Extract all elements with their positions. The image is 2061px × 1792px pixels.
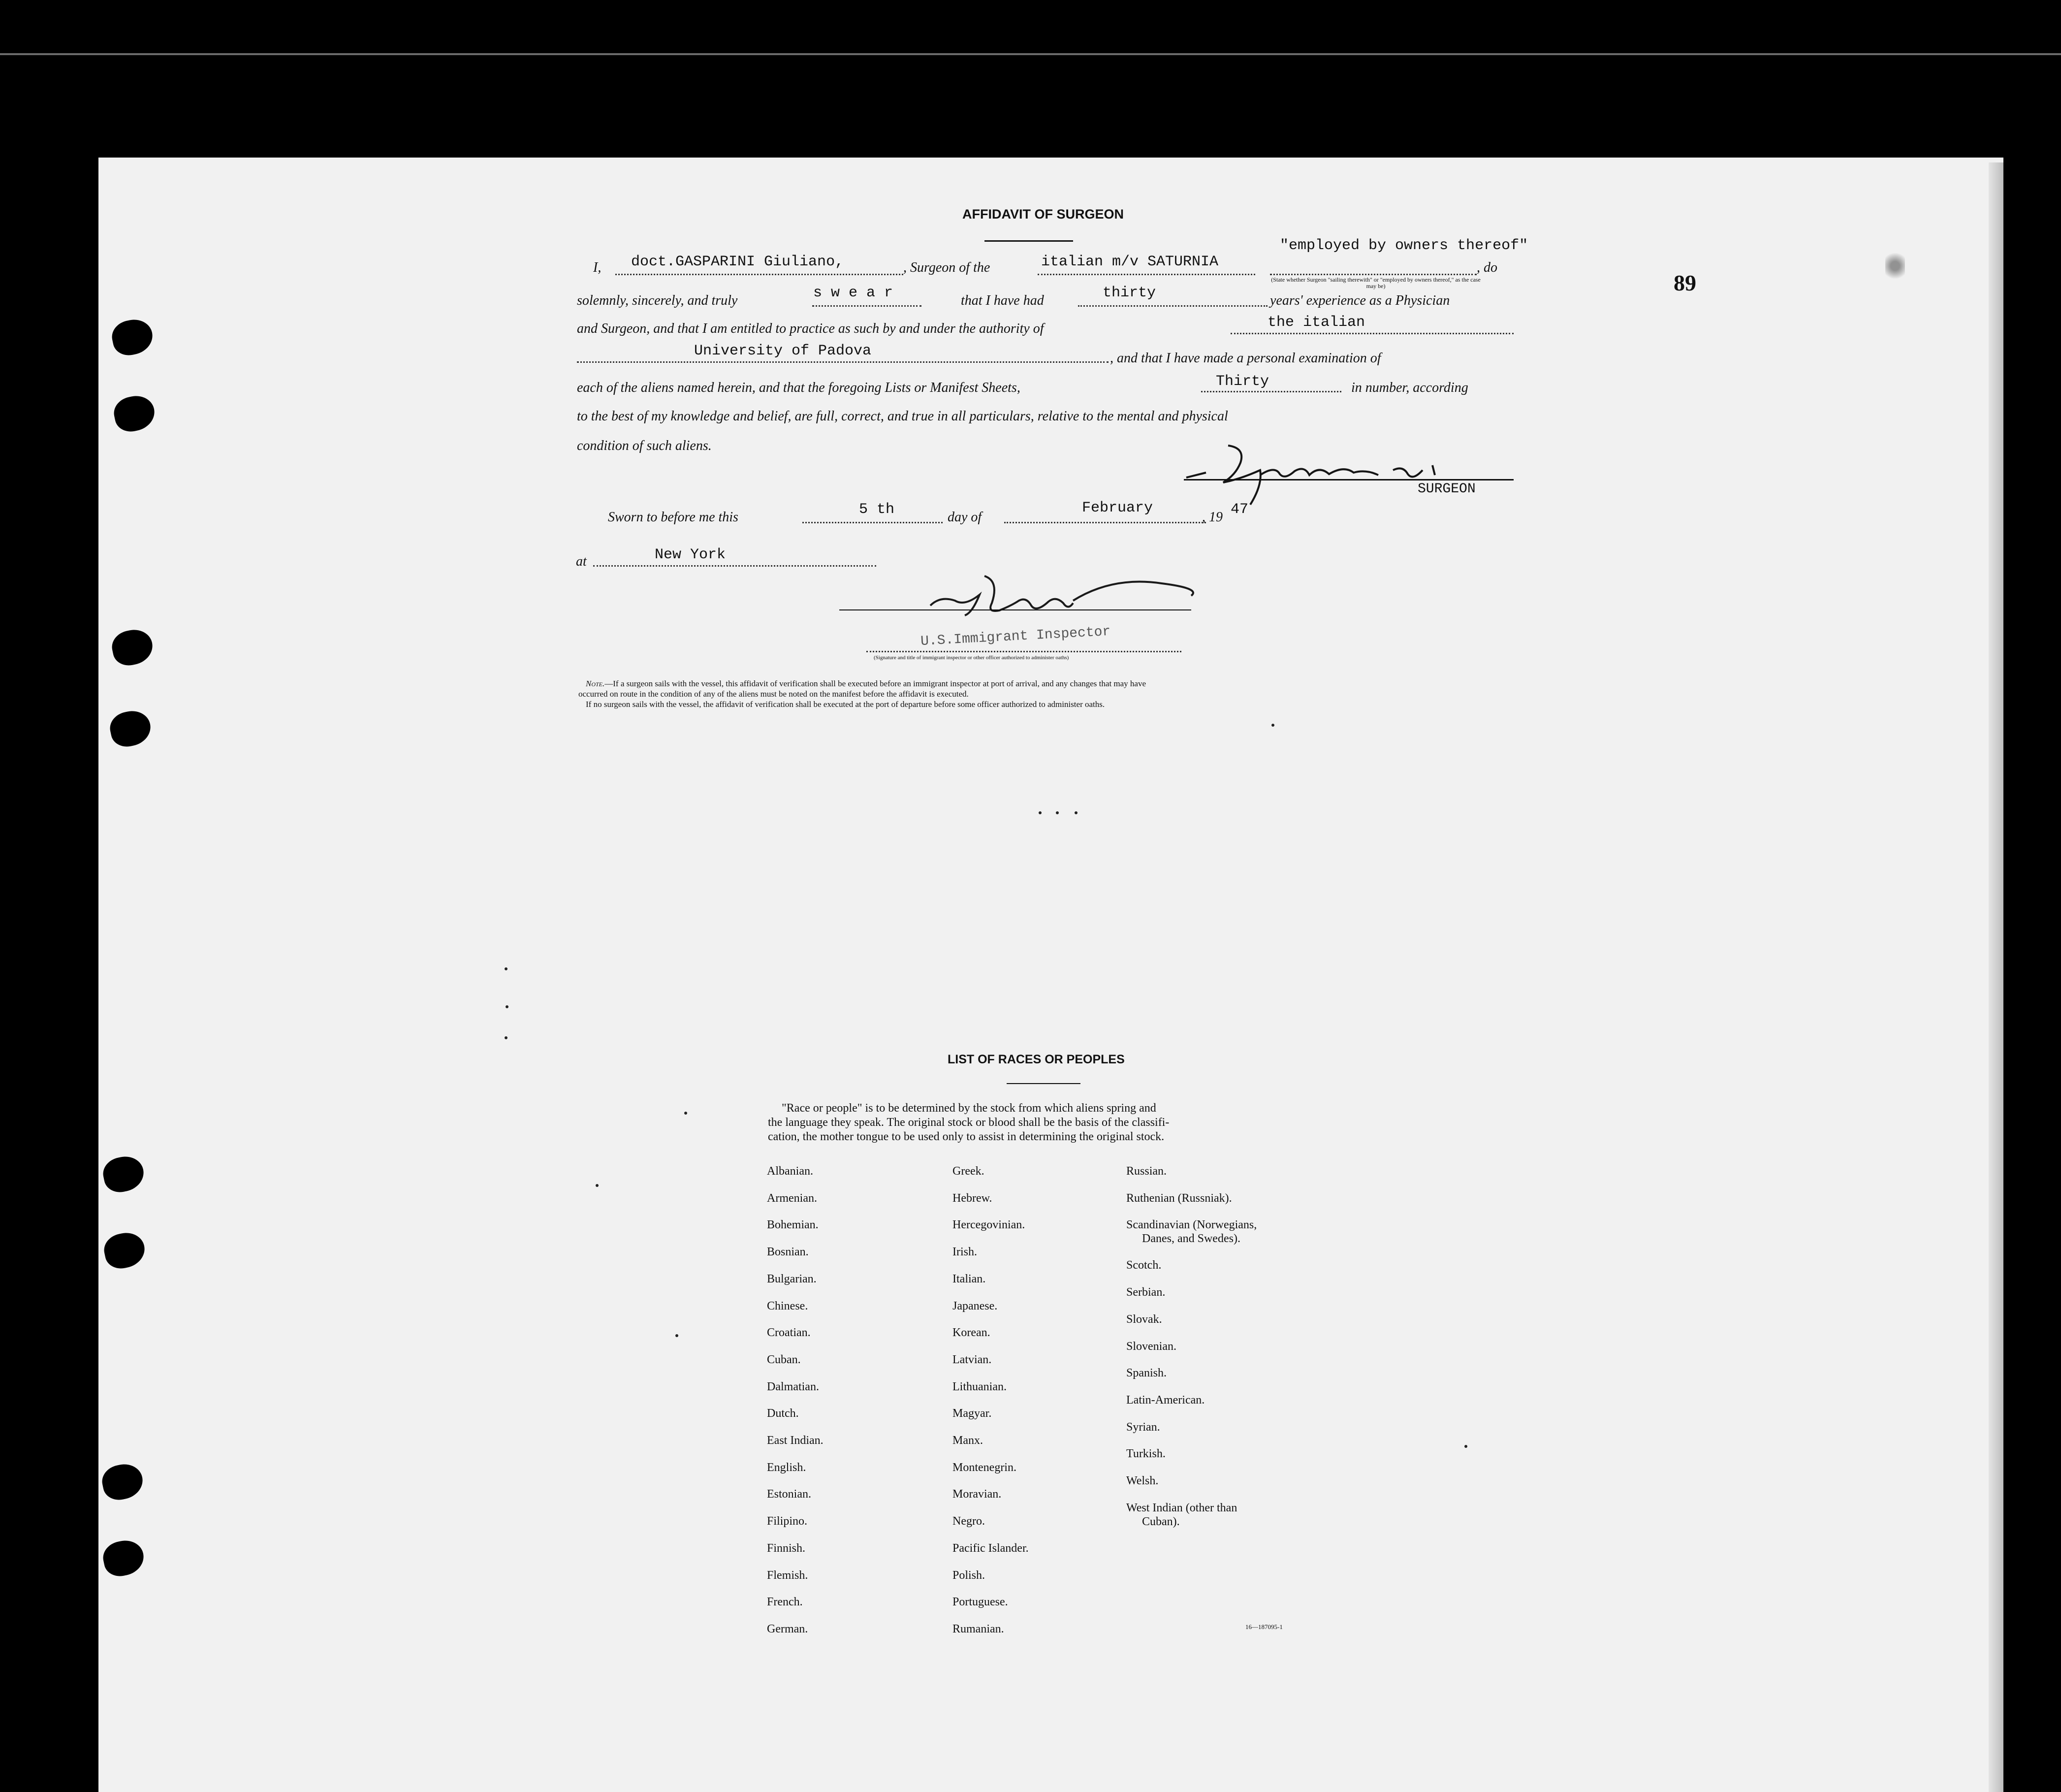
intro-line: "Race or people" is to be determined by the stock from which aliens spring and	[782, 1102, 1156, 1115]
inspector-signature	[925, 566, 1206, 620]
race-item: Croatian.	[767, 1326, 811, 1340]
line4-text: , and that I have made a personal examination of	[1110, 351, 1381, 366]
race-item: Moravian.	[952, 1488, 1002, 1501]
year-prefix: , 19	[1202, 510, 1223, 525]
oath-value: s w e a r	[813, 285, 893, 301]
sheet-count: Thirty	[1216, 373, 1269, 390]
authority-value: the italian	[1268, 314, 1365, 331]
status-line	[1270, 274, 1477, 275]
line2-text-before: solemnly, sincerely, and truly	[577, 293, 738, 308]
race-item: Korean.	[952, 1326, 990, 1340]
surgeon-label: SURGEON	[1418, 481, 1476, 497]
paper-speck	[505, 967, 507, 970]
paper-speck	[1464, 1445, 1467, 1448]
surgeon-status: "employed by owners thereof"	[1280, 237, 1528, 254]
page-edge	[1989, 162, 2003, 1792]
surgeon-of-text: , Surgeon of the	[903, 260, 990, 275]
race-item: Albanian.	[767, 1165, 813, 1178]
form-number: 16—187095-1	[1245, 1623, 1283, 1631]
race-item: Russian.	[1126, 1165, 1167, 1178]
signature-caption: (Signature and title of immigrant inspector or other officer authorized to administer oaths)	[874, 655, 1069, 661]
races-column-1	[767, 1158, 824, 1643]
race-item: Magyar.	[952, 1407, 992, 1420]
page-number: 89	[1674, 270, 1696, 295]
race-item: Slovenian.	[1126, 1340, 1176, 1353]
inspector-signature-line	[839, 609, 1191, 610]
race-item: French.	[767, 1596, 803, 1609]
title-underline	[984, 240, 1073, 242]
race-item: Serbian.	[1126, 1286, 1166, 1299]
race-item: Estonian.	[767, 1488, 811, 1501]
sworn-day: 5 th	[859, 501, 895, 518]
race-item: Polish.	[952, 1568, 985, 1582]
note-label: Note.	[586, 679, 605, 688]
document-page	[98, 158, 2003, 1792]
at-place: New York	[655, 546, 726, 563]
race-item: Scandinavian (Norwegians,	[1126, 1218, 1257, 1232]
race-item: Finnish.	[767, 1541, 806, 1555]
status-hint: (State whether Surgeon "sailing therewith" or "employed by owners thereof," as the case may be)	[1271, 276, 1481, 289]
race-item: Montenegrin.	[952, 1461, 1016, 1474]
oath-line	[812, 305, 921, 307]
race-item: Bulgarian.	[767, 1272, 817, 1285]
line2-text-mid: that I have had	[961, 293, 1044, 308]
paper-speck	[1075, 811, 1078, 814]
race-item: Flemish.	[767, 1568, 808, 1582]
race-item: English.	[767, 1461, 806, 1474]
film-scan-line	[0, 53, 2061, 55]
vessel-name: italian m/v SATURNIA	[1041, 254, 1219, 270]
line5-text-after: in number, according	[1351, 380, 1468, 395]
intro-line: cation, the mother tongue to be used only to assist in determining the original stock.	[768, 1130, 1165, 1143]
race-item: Hercegovinian.	[952, 1218, 1025, 1232]
paper-speck	[675, 1334, 678, 1337]
line1-prefix: I,	[593, 260, 602, 275]
race-item: Irish.	[952, 1246, 977, 1259]
race-item: Welsh.	[1126, 1474, 1159, 1488]
race-item: East Indian.	[767, 1434, 824, 1447]
race-item: Syrian.	[1126, 1420, 1160, 1434]
race-item: Italian.	[952, 1272, 986, 1285]
race-item: Japanese.	[952, 1299, 998, 1312]
vessel-line	[1038, 274, 1255, 275]
sheet-count-line	[1201, 391, 1341, 392]
race-item: Dutch.	[767, 1407, 799, 1420]
race-item: Manx.	[952, 1434, 983, 1447]
authority-line	[1231, 333, 1514, 334]
paper-speck	[596, 1184, 599, 1187]
affidavit-title: AFFIDAVIT OF SURGEON	[962, 207, 1124, 222]
race-item: Ruthenian (Russniak).	[1126, 1191, 1232, 1205]
paper-speck	[1039, 811, 1042, 814]
line2-text-after: years' experience as a Physician	[1270, 293, 1450, 308]
note-line: If no surgeon sails with the vessel, the affidavit of verification shall be executed at the port of departure before some officer authorized to administer oaths.	[586, 700, 1105, 709]
race-item: Latin-American.	[1126, 1393, 1205, 1407]
races-title: LIST OF RACES OR PEOPLES	[948, 1053, 1125, 1066]
do-text: , do	[1477, 260, 1497, 275]
races-title-underline	[1007, 1083, 1080, 1084]
university-value: University of Padova	[694, 343, 872, 359]
line5-text-before: each of the aliens named herein, and that the foregoing Lists or Manifest Sheets,	[577, 380, 1020, 395]
races-column-3	[1126, 1158, 1257, 1529]
intro-line: the language they speak. The original stock or blood shall be the basis of the classifi-	[768, 1116, 1170, 1129]
race-item: Cuban.	[767, 1353, 801, 1366]
surgeon-signature	[1176, 436, 1452, 510]
race-item: Dalmatian.	[767, 1380, 819, 1393]
at-place-line	[593, 565, 876, 567]
race-item: Lithuanian.	[952, 1380, 1007, 1393]
race-item: Rumanian.	[952, 1622, 1004, 1635]
inspector-stamp: U.S.Immigrant Inspector	[920, 624, 1111, 650]
inspector-title-line	[866, 651, 1181, 652]
race-item: Danes, and Swedes).	[1142, 1232, 1240, 1246]
years-line	[1078, 305, 1268, 307]
race-item: Bosnian.	[767, 1246, 809, 1259]
race-item: Chinese.	[767, 1299, 808, 1312]
note-line: —If a surgeon sails with the vessel, this affidavit of verification shall be executed before an immigrant inspector at port of arrival, and any changes that may have	[604, 679, 1146, 688]
race-item: Pacific Islander.	[952, 1541, 1029, 1555]
line3-text: and Surgeon, and that I am entitled to practice as such by and under the authority of	[577, 321, 1044, 336]
paper-speck	[1056, 811, 1059, 814]
university-line	[577, 361, 1109, 363]
surgeon-name: doct.GASPARINI Giuliano,	[631, 254, 844, 270]
races-column-2	[952, 1158, 1029, 1643]
race-item: Portuguese.	[952, 1596, 1008, 1609]
at-label: at	[576, 554, 587, 569]
paper-speck	[505, 1036, 507, 1039]
sworn-year: 47	[1231, 501, 1249, 518]
race-item: Filipino.	[767, 1515, 808, 1528]
sworn-month: February	[1082, 500, 1153, 516]
paper-speck	[684, 1112, 687, 1115]
race-item: Latvian.	[952, 1353, 992, 1366]
race-item: Cuban).	[1142, 1515, 1180, 1528]
margin-mark	[1885, 246, 1905, 286]
race-item: Greek.	[952, 1165, 984, 1178]
race-item: West Indian (other than	[1126, 1501, 1237, 1514]
race-item: German.	[767, 1622, 808, 1635]
surgeon-signature-line	[1184, 479, 1514, 480]
note-line: occurred on route in the condition of any of the aliens must be noted on the manifest before the affidavit is executed.	[578, 689, 969, 699]
years-value: thirty	[1103, 285, 1156, 301]
day-of-text: day of	[948, 510, 982, 525]
sworn-day-line	[802, 522, 943, 523]
sworn-month-line	[1004, 522, 1206, 523]
race-item: Scotch.	[1126, 1259, 1162, 1272]
line7-text: condition of such aliens.	[577, 438, 712, 453]
race-item: Slovak.	[1126, 1312, 1162, 1326]
race-item: Hebrew.	[952, 1191, 992, 1205]
surgeon-name-line	[615, 274, 903, 275]
race-item: Bohemian.	[767, 1218, 819, 1232]
race-item: Negro.	[952, 1515, 985, 1528]
race-item: Spanish.	[1126, 1367, 1167, 1380]
note-block	[578, 678, 1146, 709]
race-item: Turkish.	[1126, 1447, 1166, 1461]
sworn-text: Sworn to before me this	[608, 510, 738, 525]
race-item: Armenian.	[767, 1191, 817, 1205]
races-intro	[768, 1101, 1169, 1144]
paper-speck	[1271, 724, 1274, 727]
line6-text: to the best of my knowledge and belief, are full, correct, and true in all particulars, relative to the mental and physical	[577, 409, 1228, 424]
paper-speck	[506, 1005, 508, 1008]
